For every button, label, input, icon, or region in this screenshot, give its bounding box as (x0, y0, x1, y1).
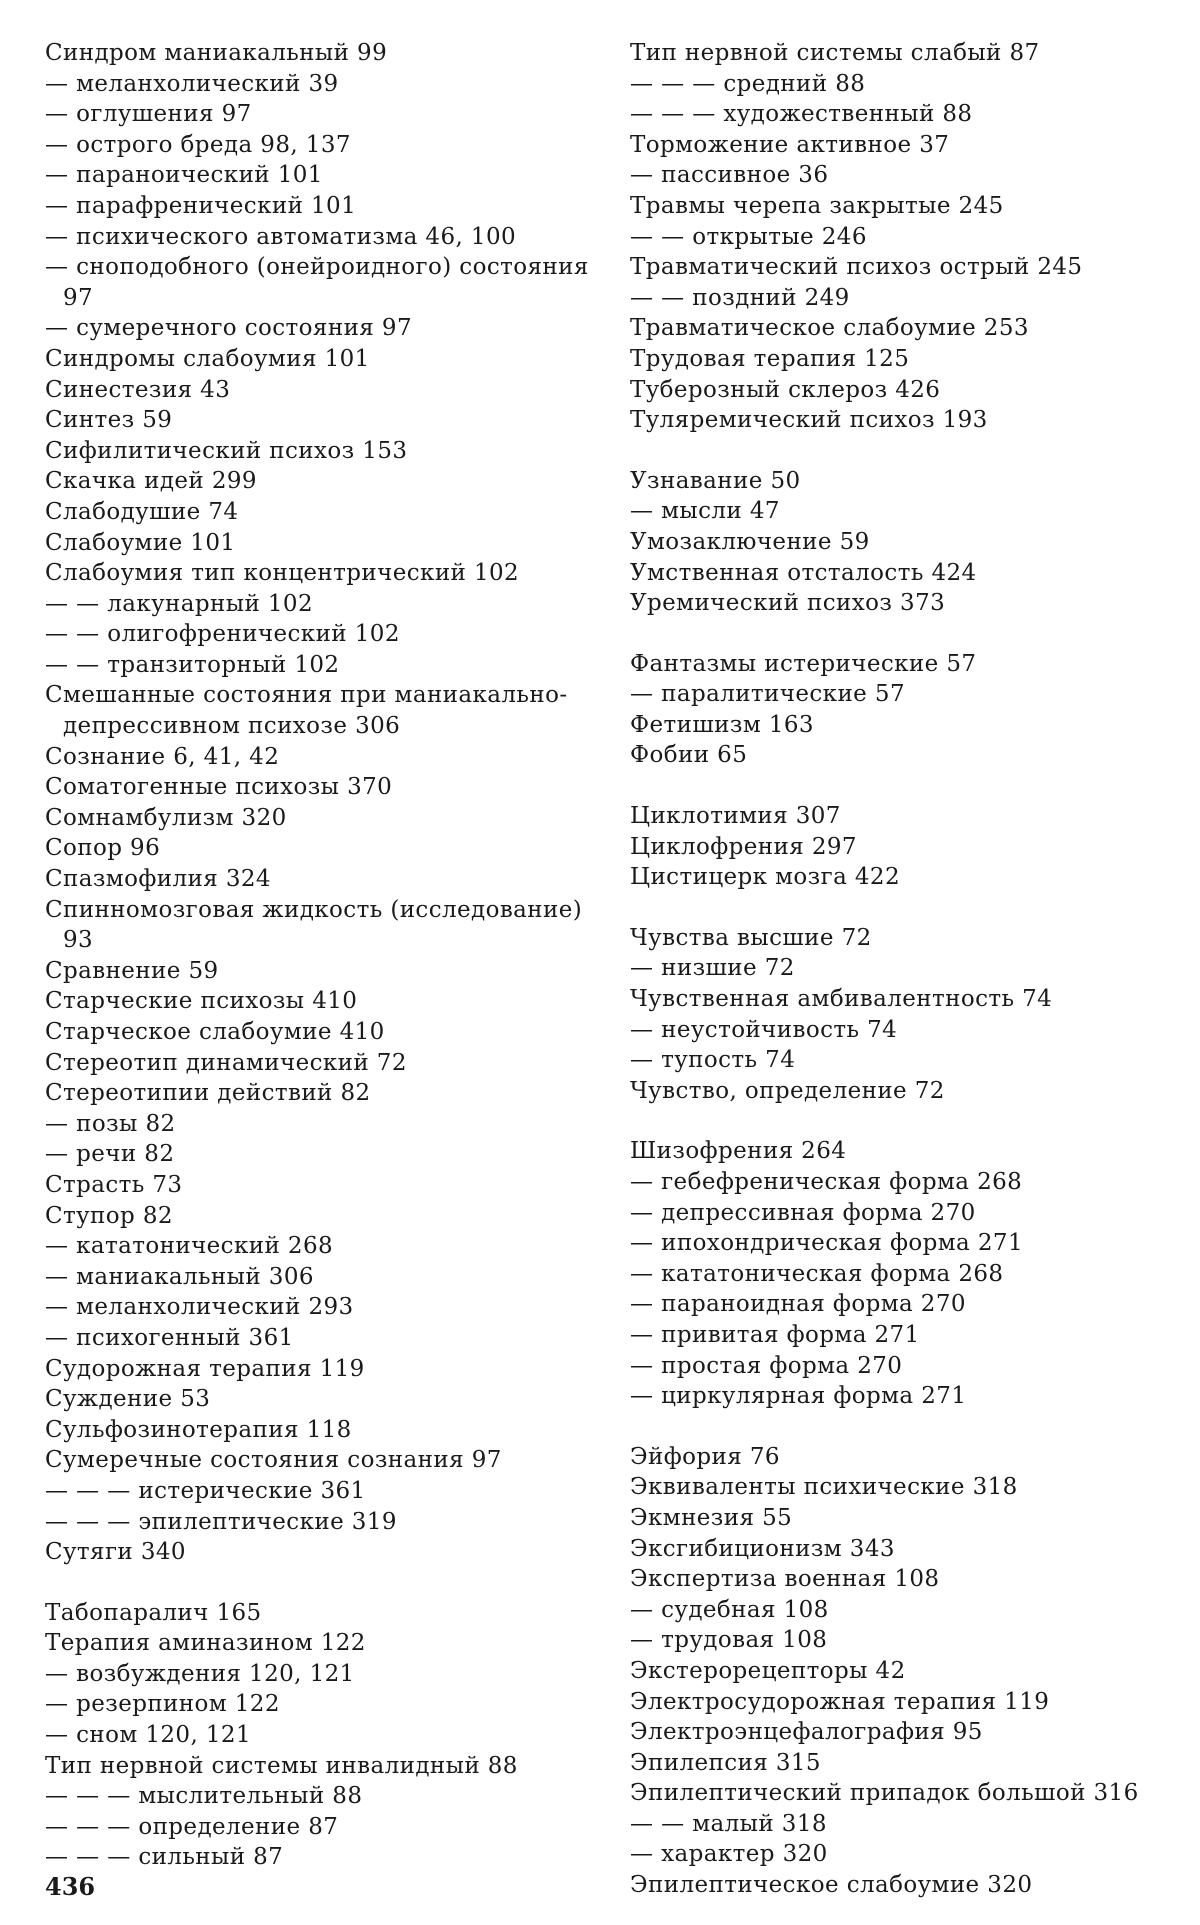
index-entry: Эпилептическое слабоумие 320 (630, 1872, 1033, 1899)
index-entry: — кататоническая форма 268 (630, 1260, 1004, 1287)
section-gap (45, 1568, 590, 1598)
index-entry: — низшие 72 (630, 955, 795, 982)
index-entry: Туберозный склероз 426 (630, 376, 941, 403)
index-entry: Эпилепсия 315 (630, 1749, 821, 1776)
index-entry: Суждение 53 (45, 1386, 211, 1413)
index-entry: Чувственная амбивалентность 74 (630, 986, 1053, 1013)
index-entry: Страсть 73 (45, 1171, 183, 1198)
index-entry: — тупость 74 (630, 1047, 796, 1074)
index-entry: Сульфозинотерапия 118 (45, 1416, 352, 1443)
index-entry: — — — истерические 361 (45, 1477, 366, 1504)
index-entry: — характер 320 (630, 1841, 828, 1868)
index-entry: — сумеречного состояния 97 (45, 315, 412, 342)
index-entry: Травматическое слабоумие 253 (630, 315, 1029, 342)
index-entry: Чувство, определение 72 (630, 1077, 945, 1104)
index-entry: Умственная отсталость 424 (630, 559, 977, 586)
index-entry: — параноидная форма 270 (630, 1291, 966, 1318)
index-entry: Сравнение 59 (45, 957, 219, 984)
index-entry: — депрессивная форма 270 (630, 1199, 976, 1226)
index-entry: — мысли 47 (630, 498, 780, 525)
index-entry: Эквиваленты психические 318 (630, 1474, 1018, 1501)
index-entry: Электроэнцефалография 95 (630, 1719, 983, 1746)
index-entry: Экмнезия 55 (630, 1504, 793, 1531)
section-gap (630, 893, 1175, 923)
index-entry: Эйфория 76 (630, 1443, 780, 1470)
index-entry: — кататонический 268 (45, 1233, 334, 1260)
index-entry: — неустойчивость 74 (630, 1016, 898, 1043)
index-entry: Сознание 6, 41, 42 (45, 743, 280, 770)
index-entry: Тип нервной системы слабый 87 (630, 40, 1040, 66)
index-entry: — привитая форма 271 (630, 1321, 920, 1348)
index-entry: Циклофрения 297 (630, 833, 857, 860)
index-entry: Травмы черепа закрытые 245 (630, 192, 1004, 219)
index-entry: Стереотип динамический 72 (45, 1049, 407, 1076)
index-entry: Трудовая терапия 125 (630, 345, 910, 372)
index-entry: Сопор 96 (45, 835, 161, 862)
index-entry: Терапия аминазином 122 (45, 1630, 366, 1657)
index-entry: — гебефреническая форма 268 (630, 1169, 1023, 1195)
index-entry: — сноподобного (онейроидного) состояния 97 (45, 254, 589, 311)
index-entry: — возбуждения 120, 121 (45, 1660, 355, 1687)
index-entry: Сифилитический психоз 153 (45, 437, 408, 464)
index-entry: Фантазмы истерические 57 (630, 650, 977, 677)
index-entry: Стереотипии действий 82 (45, 1080, 371, 1107)
index-entry: Спазмофилия 324 (45, 866, 271, 893)
index-entry: — параноический 101 (45, 162, 323, 189)
index-entry: — острого бреда 98, 137 (45, 131, 351, 158)
index-entry: Синдромы слабоумия 101 (45, 345, 370, 372)
index-entry: Цистицерк мозга 422 (630, 864, 900, 891)
index-entry: — меланхолический 39 (45, 70, 339, 97)
index-column-right (630, 38, 1175, 1901)
section-gap (630, 1412, 1175, 1442)
index-entry: — речи 82 (45, 1141, 175, 1168)
index-entry: Умозаключение 59 (630, 528, 870, 555)
index-entry: Скачка идей 299 (45, 468, 257, 495)
index-entry: Торможение активное 37 (630, 131, 950, 158)
index-entry: — — — определение 87 (45, 1813, 339, 1840)
index-entry: — пассивное 36 (630, 162, 829, 189)
index-entry: Старческое слабоумие 410 (45, 1019, 385, 1045)
index-entry: — — — эпилептические 319 (45, 1508, 397, 1535)
index-entry: — простая форма 270 (630, 1352, 903, 1379)
index-entry: Табопаралич 165 (45, 1599, 262, 1626)
index-entry: — ипохондрическая форма 271 (630, 1230, 1023, 1257)
index-entry: Судорожная терапия 119 (45, 1355, 365, 1382)
index-entry: Старческие психозы 410 (45, 988, 358, 1015)
index-entry: Тип нервной системы инвалидный 88 (45, 1752, 518, 1779)
index-entry: Слабодушие 74 (45, 498, 239, 525)
index-entry: — паралитические 57 (630, 681, 905, 708)
index-entry: Экстерорецепторы 42 (630, 1657, 906, 1684)
index-entry: — оглушения 97 (45, 101, 252, 128)
index-entry: — позы 82 (45, 1110, 176, 1137)
index-entry: Шизофрения 264 (630, 1138, 847, 1165)
index-entry: Уремический психоз 373 (630, 590, 946, 617)
index-entry: — — — художественный 88 (630, 101, 973, 128)
index-entry: — парафренический 101 (45, 192, 357, 219)
index-entry: Электросудорожная терапия 119 (630, 1688, 1050, 1715)
index-entry: — — поздний 249 (630, 284, 850, 311)
index-entry: Чувства высшие 72 (630, 924, 872, 951)
index-entry: — резерпином 122 (45, 1691, 280, 1718)
index-column-left (45, 38, 590, 1873)
index-entry: Ступор 82 (45, 1202, 173, 1229)
section-gap (630, 436, 1175, 466)
index-entry: Фетишизм 163 (630, 711, 814, 738)
index-entry: — маниакальный 306 (45, 1263, 314, 1290)
index-entry: Синтез 59 (45, 407, 173, 434)
index-entry: Спинномозговая жидкость (исследование) 93 (45, 896, 583, 954)
index-entry: Сомнамбулизм 320 (45, 804, 287, 831)
index-entry: Фобии 65 (630, 742, 748, 769)
index-entry: Экспертиза военная 108 (630, 1566, 940, 1593)
index-entry: Смешанные состояния при маниакально-депрессивном психозе 306 (45, 682, 568, 740)
index-entry: Сумеречные состояния сознания 97 (45, 1447, 502, 1474)
index-entry: — — открытые 246 (630, 223, 867, 250)
index-entry: — — — сильный 87 (45, 1844, 284, 1871)
page-number: 436 (45, 1872, 96, 1901)
index-entry: — судебная 108 (630, 1596, 829, 1623)
index-entry: Циклотимия 307 (630, 803, 841, 830)
index-entry: — — малый 318 (630, 1810, 827, 1837)
index-entry: — — — мыслительный 88 (45, 1783, 363, 1810)
index-entry: — психогенный 361 (45, 1324, 294, 1351)
index-entry: Синдром маниакальный 99 (45, 40, 388, 66)
index-entry: — трудовая 108 (630, 1627, 828, 1654)
index-entry: Травматический психоз острый 245 (630, 254, 1083, 281)
index-entry: Синестезия 43 (45, 376, 231, 403)
index-entry: Узнавание 50 (630, 467, 801, 494)
index-entry: — — транзиторный 102 (45, 651, 340, 678)
section-gap (630, 1106, 1175, 1136)
index-entry: Соматогенные психозы 370 (45, 774, 393, 801)
index-entry: Эпилептический припадок большой 316 (630, 1780, 1139, 1807)
index-entry: Слабоумия тип концентрический 102 (45, 560, 520, 587)
index-entry: — меланхолический 293 (45, 1294, 354, 1321)
index-entry: Сутяги 340 (45, 1539, 186, 1566)
index-entry: Туляремический психоз 193 (630, 407, 988, 434)
index-entry: Эксгибиционизм 343 (630, 1535, 895, 1562)
index-entry: — — олигофренический 102 (45, 621, 400, 648)
index-entry: — — лакунарный 102 (45, 590, 313, 617)
index-entry: — циркулярная форма 271 (630, 1383, 967, 1410)
index-entry: Слабоумие 101 (45, 529, 236, 556)
index-entry: — — — средний 88 (630, 70, 866, 97)
index-entry: — психического автоматизма 46, 100 (45, 223, 517, 250)
index-entry: — сном 120, 121 (45, 1722, 251, 1749)
section-gap (630, 619, 1175, 649)
section-gap (630, 771, 1175, 801)
